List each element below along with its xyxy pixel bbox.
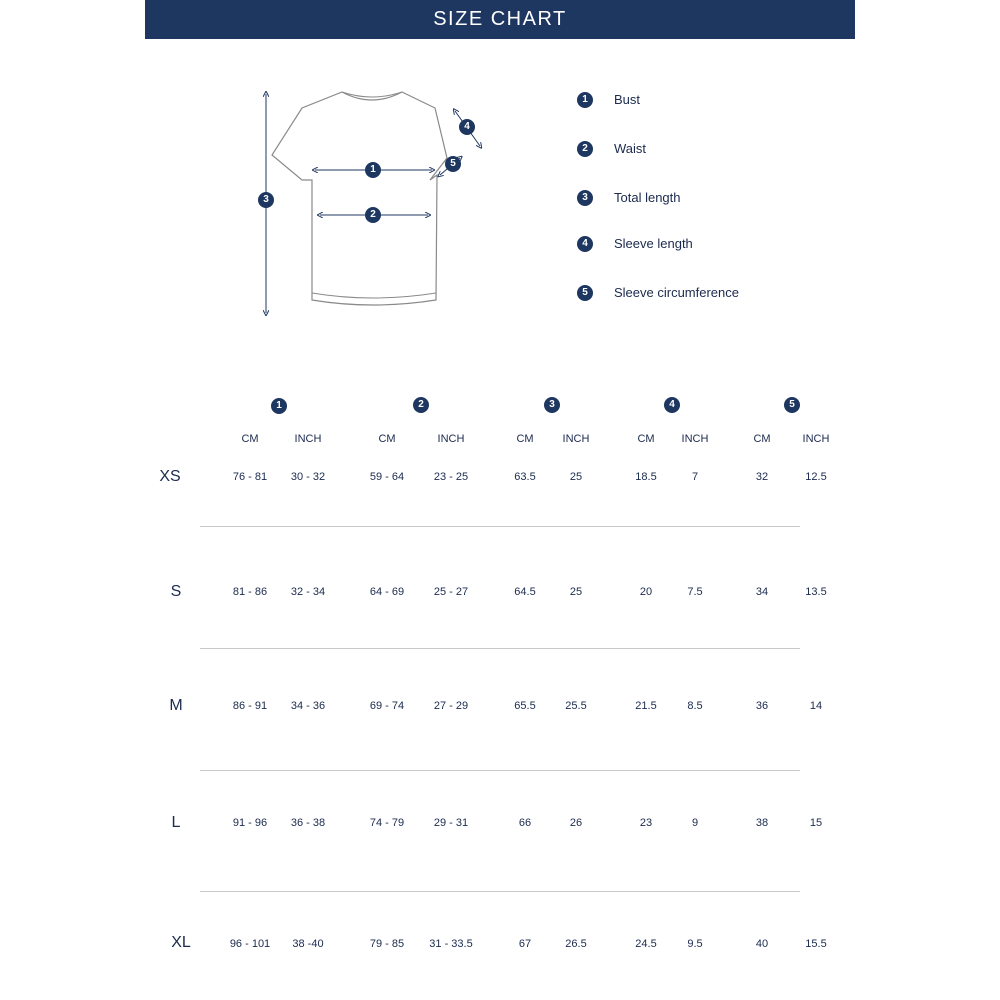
table-cell: 27 - 29 bbox=[433, 700, 469, 712]
page-title: SIZE CHART bbox=[433, 8, 567, 30]
legend-label-bust: Bust bbox=[614, 92, 641, 107]
table-cell: 38 -40 bbox=[292, 938, 324, 950]
table-cell: 36 - 38 bbox=[290, 817, 326, 829]
legend-label-total-length: Total length bbox=[614, 190, 681, 205]
unit-header-cm-4: CM bbox=[637, 433, 655, 445]
table-cell: 64 - 69 bbox=[369, 586, 405, 598]
table-cell: 32 bbox=[755, 471, 769, 483]
table-cell: 23 - 25 bbox=[433, 471, 469, 483]
size-label-xl: XL bbox=[171, 934, 191, 951]
table-cell: 7 bbox=[691, 471, 699, 483]
row-divider bbox=[200, 891, 800, 892]
table-cell: 26 bbox=[569, 817, 583, 829]
table-cell: 34 - 36 bbox=[290, 700, 326, 712]
table-cell: 81 - 86 bbox=[232, 586, 268, 598]
unit-header-inch-1: INCH bbox=[294, 433, 322, 445]
diagram-marker-4: 4 bbox=[459, 119, 475, 135]
table-cell: 25 bbox=[569, 586, 583, 598]
table-cell: 12.5 bbox=[805, 471, 827, 483]
unit-header-inch-3: INCH bbox=[562, 433, 590, 445]
table-cell: 9 bbox=[691, 817, 699, 829]
table-cell: 26.5 bbox=[565, 938, 587, 950]
legend-number-1: 1 bbox=[577, 92, 593, 108]
table-cell: 34 bbox=[755, 586, 769, 598]
table-cell: 20 bbox=[639, 586, 653, 598]
tshirt-diagram bbox=[250, 80, 500, 325]
legend-label-waist: Waist bbox=[614, 141, 647, 156]
table-cell: 69 - 74 bbox=[369, 700, 405, 712]
diagram-marker-2: 2 bbox=[365, 207, 381, 223]
table-cell: 31 - 33.5 bbox=[429, 938, 473, 950]
unit-header-cm-3: CM bbox=[516, 433, 534, 445]
table-cell: 7.5 bbox=[687, 586, 703, 598]
table-cell: 14 bbox=[809, 700, 823, 712]
row-divider bbox=[200, 770, 800, 771]
column-number-4: 4 bbox=[664, 397, 680, 413]
table-cell: 76 - 81 bbox=[232, 471, 268, 483]
table-cell: 15 bbox=[809, 817, 823, 829]
legend-label-sleeve-circumference: Sleeve circumference bbox=[614, 285, 739, 300]
table-cell: 13.5 bbox=[805, 586, 827, 598]
unit-header-cm-5: CM bbox=[753, 433, 771, 445]
unit-header-cm-1: CM bbox=[241, 433, 259, 445]
table-cell: 25 bbox=[569, 471, 583, 483]
table-cell: 65.5 bbox=[514, 700, 536, 712]
column-number-3: 3 bbox=[544, 397, 560, 413]
unit-header-inch-4: INCH bbox=[681, 433, 709, 445]
table-cell: 24.5 bbox=[635, 938, 657, 950]
table-cell: 32 - 34 bbox=[290, 586, 326, 598]
table-cell: 59 - 64 bbox=[369, 471, 405, 483]
table-cell: 9.5 bbox=[687, 938, 703, 950]
table-cell: 21.5 bbox=[635, 700, 657, 712]
table-cell: 30 - 32 bbox=[290, 471, 326, 483]
legend-number-5: 5 bbox=[577, 285, 593, 301]
table-cell: 25 - 27 bbox=[433, 586, 469, 598]
table-cell: 38 bbox=[755, 817, 769, 829]
table-cell: 86 - 91 bbox=[232, 700, 268, 712]
table-cell: 15.5 bbox=[805, 938, 827, 950]
table-cell: 67 bbox=[518, 938, 532, 950]
size-label-l: L bbox=[171, 814, 181, 831]
size-label-s: S bbox=[170, 583, 182, 600]
table-cell: 64.5 bbox=[514, 586, 536, 598]
table-cell: 18.5 bbox=[635, 471, 657, 483]
column-number-2: 2 bbox=[413, 397, 429, 413]
table-cell: 8.5 bbox=[687, 700, 703, 712]
table-cell: 74 - 79 bbox=[369, 817, 405, 829]
legend-label-sleeve-length: Sleeve length bbox=[614, 236, 693, 251]
table-cell: 91 - 96 bbox=[232, 817, 268, 829]
table-cell: 63.5 bbox=[514, 471, 536, 483]
table-cell: 79 - 85 bbox=[369, 938, 405, 950]
row-divider bbox=[200, 648, 800, 649]
legend-number-3: 3 bbox=[577, 190, 593, 206]
diagram-marker-3: 3 bbox=[258, 192, 274, 208]
table-cell: 29 - 31 bbox=[433, 817, 469, 829]
table-cell: 36 bbox=[755, 700, 769, 712]
row-divider bbox=[200, 526, 800, 527]
table-cell: 23 bbox=[639, 817, 653, 829]
diagram-marker-5: 5 bbox=[445, 156, 461, 172]
table-cell: 40 bbox=[755, 938, 769, 950]
table-cell: 25.5 bbox=[565, 700, 587, 712]
legend-number-2: 2 bbox=[577, 141, 593, 157]
unit-header-inch-2: INCH bbox=[437, 433, 465, 445]
column-number-1: 1 bbox=[271, 398, 287, 414]
size-chart-header bbox=[145, 0, 855, 39]
legend-number-4: 4 bbox=[577, 236, 593, 252]
size-label-xs: XS bbox=[159, 468, 181, 485]
diagram-marker-1: 1 bbox=[365, 162, 381, 178]
table-cell: 66 bbox=[518, 817, 532, 829]
unit-header-inch-5: INCH bbox=[802, 433, 830, 445]
column-number-5: 5 bbox=[784, 397, 800, 413]
size-label-m: M bbox=[169, 697, 183, 714]
table-cell: 96 - 101 bbox=[229, 938, 271, 950]
tshirt-outline bbox=[272, 92, 447, 305]
unit-header-cm-2: CM bbox=[378, 433, 396, 445]
